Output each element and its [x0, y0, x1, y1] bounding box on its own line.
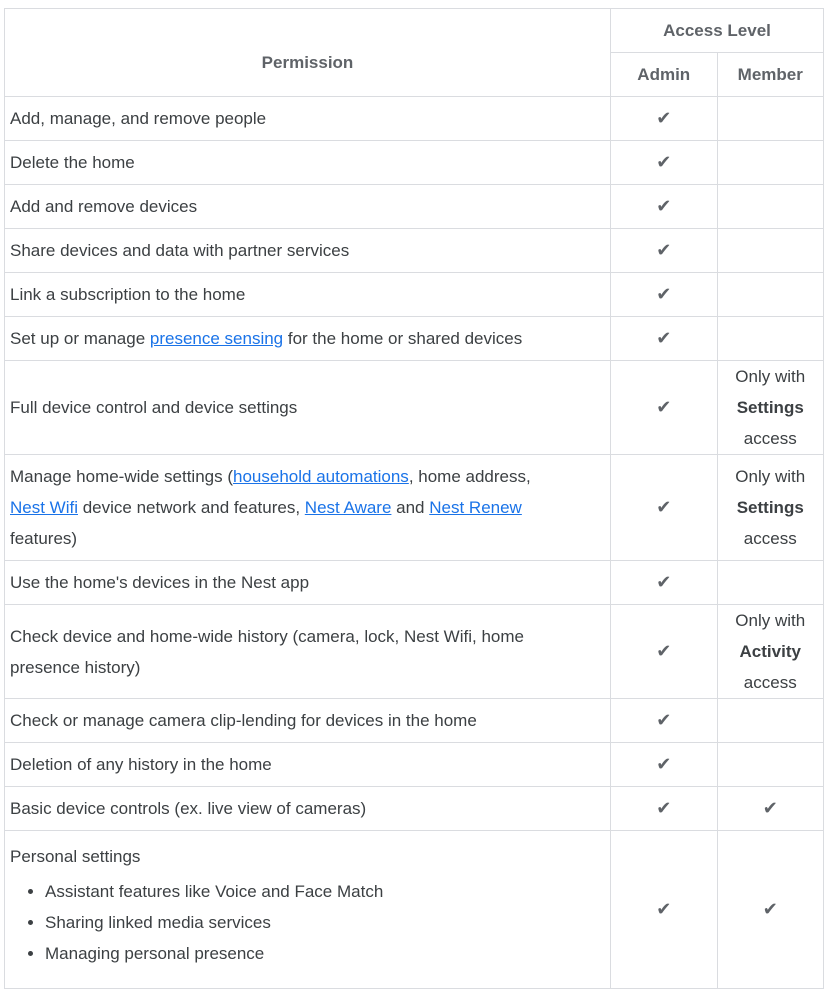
table-row [5, 97, 824, 141]
member-cell-empty [717, 699, 824, 743]
header-row-top [5, 9, 824, 53]
table-row [5, 787, 824, 831]
admin-check-icon: ✔ [611, 699, 718, 743]
member-cell-empty [717, 273, 824, 317]
member-note: Only with Settings access [717, 455, 824, 561]
admin-check-icon: ✔ [611, 273, 718, 317]
permission-cell: Share devices and data with partner services [5, 229, 611, 273]
member-check-icon: ✔ [717, 831, 824, 989]
member-cell-empty [717, 561, 824, 605]
table-row [5, 317, 824, 361]
admin-check-icon: ✔ [611, 743, 718, 787]
admin-check-icon: ✔ [611, 455, 718, 561]
table-row [5, 699, 824, 743]
admin-check-icon: ✔ [611, 185, 718, 229]
permission-cell [5, 831, 611, 989]
permission-cell: Add, manage, and remove people [5, 97, 611, 141]
admin-check-icon: ✔ [611, 605, 718, 699]
nest-aware-link[interactable]: Nest Aware [304, 498, 392, 517]
member-check-icon: ✔ [717, 787, 824, 831]
list-item: • Managing personal presence [45, 938, 605, 969]
admin-check-icon: ✔ [611, 141, 718, 185]
table-row [5, 361, 824, 455]
member-note: Only with Activity access [717, 605, 824, 699]
admin-check-icon: ✔ [611, 787, 718, 831]
table-row [5, 743, 824, 787]
admin-check-icon: ✔ [611, 831, 718, 989]
permission-text: for the home or shared devices [283, 329, 523, 348]
member-cell-empty [717, 97, 824, 141]
permission-cell: Delete the home [5, 141, 611, 185]
list-item: • Sharing linked media services [45, 907, 605, 938]
household-automations-link[interactable]: household automations [233, 467, 409, 486]
permission-cell: Add and remove devices [5, 185, 611, 229]
table-row [5, 455, 824, 561]
permission-header: Permission [5, 9, 611, 97]
permission-cell: Check or manage camera clip-lending for devices in the home [5, 699, 611, 743]
nest-wifi-link[interactable]: Nest Wifi [10, 498, 78, 517]
table-row [5, 605, 824, 699]
admin-check-icon: ✔ [611, 561, 718, 605]
member-cell-empty [717, 229, 824, 273]
permission-text: Set up or manage [10, 329, 150, 348]
admin-check-icon: ✔ [611, 361, 718, 455]
member-cell-empty [717, 743, 824, 787]
nest-renew-link[interactable]: Nest Renew [429, 498, 522, 517]
table-row [5, 561, 824, 605]
admin-header: Admin [611, 53, 718, 97]
permission-cell: Link a subscription to the home [5, 273, 611, 317]
bullet-list [10, 876, 605, 969]
permission-cell: Full device control and device settings [5, 361, 611, 455]
member-cell-empty [717, 185, 824, 229]
presence-sensing-link[interactable]: presence sensing [149, 329, 284, 348]
list-item: • Assistant features like Voice and Face Match [45, 876, 605, 907]
member-note: Only with Settings access [717, 361, 824, 455]
member-cell-empty [717, 141, 824, 185]
table-row [5, 229, 824, 273]
member-cell-empty [717, 317, 824, 361]
permission-cell: Use the home's devices in the Nest app [5, 561, 611, 605]
permission-text: Personal settings [10, 847, 141, 866]
permission-cell [5, 317, 611, 361]
table-row [5, 273, 824, 317]
admin-check-icon: ✔ [611, 229, 718, 273]
table-row [5, 185, 824, 229]
table-row [5, 831, 824, 989]
permissions-table [4, 8, 824, 989]
permission-cell: Manage home-wide settings (household automations, home address, Nest Wifi device network and features, Nest Aware and Nest Renew features) [5, 455, 611, 561]
admin-check-icon: ✔ [611, 97, 718, 141]
permission-cell: Basic device controls (ex. live view of cameras) [5, 787, 611, 831]
access-level-header: Access Level [611, 9, 824, 53]
member-header: Member [717, 53, 824, 97]
permission-cell: Deletion of any history in the home [5, 743, 611, 787]
admin-check-icon: ✔ [611, 317, 718, 361]
permission-cell: Check device and home-wide history (camera, lock, Nest Wifi, home presence history) [5, 605, 611, 699]
table-row [5, 141, 824, 185]
